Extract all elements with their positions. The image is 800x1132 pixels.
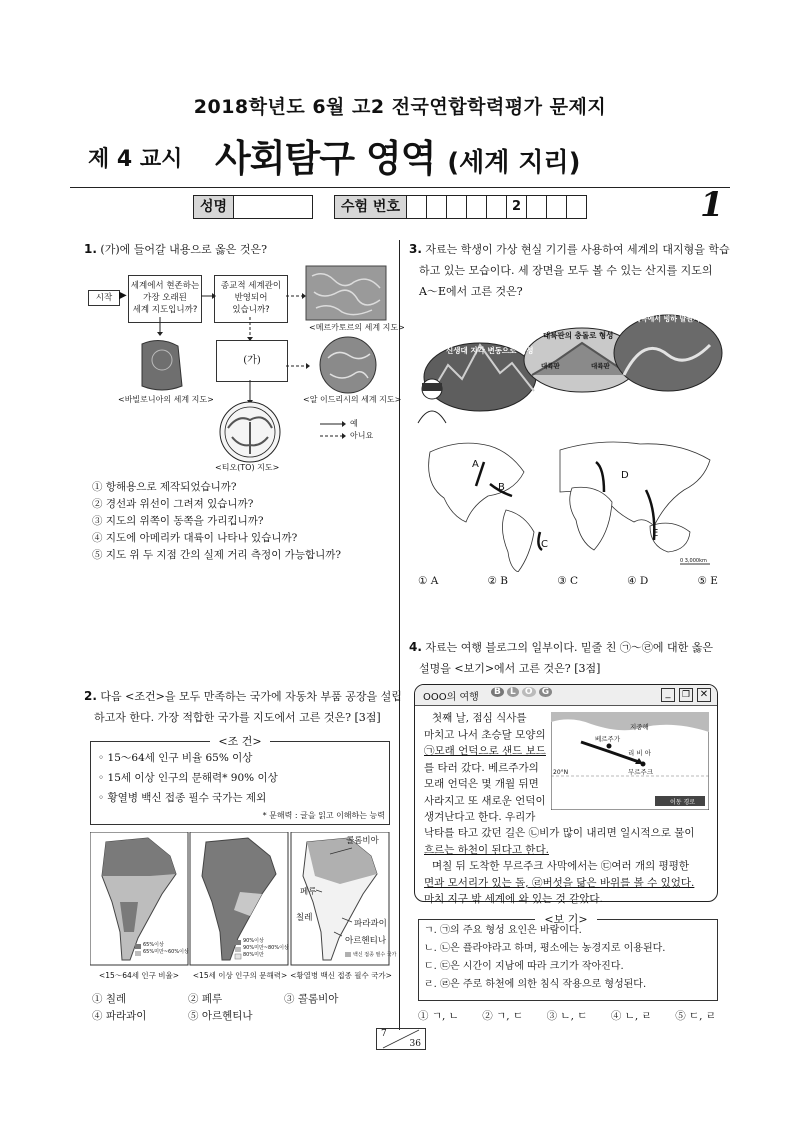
blog-title: OOO의 여행 [423, 692, 479, 703]
blog-badge-letter: O [522, 687, 536, 697]
q3-text: A～E에서 고른 것은? [419, 285, 523, 298]
exam-number-cell[interactable] [447, 196, 467, 218]
blog-line: 흐르는 하천이 된다고 한다. [424, 843, 549, 856]
blog-body-left [424, 710, 546, 826]
bogi-title: <보 기> [535, 911, 597, 927]
map-label-mediterranean: 지중해 [630, 723, 649, 731]
blog-body-full [424, 825, 695, 908]
q3-text: 자료는 학생이 가상 현실 기기를 사용하여 세계의 대지형을 학습 [425, 243, 730, 256]
box-line: 세계에서 현존하는 [130, 281, 200, 291]
arrow-head [342, 433, 346, 439]
map-latitude-label: 20°N [553, 769, 569, 776]
answer-option[interactable]: ④ 지도에 아메리카 대륙이 나타나 있습니까? [92, 532, 298, 544]
subject-subtitle: (세계 지리) [447, 148, 581, 178]
exam-title: 2018학년도 6월 고2 전국연합학력평가 문제지 [193, 96, 607, 118]
page-counter [376, 1028, 426, 1050]
student-body [418, 411, 446, 423]
answer-option[interactable]: ① ㄱ, ㄴ [418, 1010, 459, 1022]
page-number: 1 [700, 185, 724, 225]
answer-option[interactable]: ② 페루 [188, 993, 223, 1005]
q1-options [92, 479, 341, 564]
exam-number-cell[interactable] [487, 196, 507, 218]
map-letter-d: D [621, 470, 629, 481]
box-line: 종교적 세계관이 [220, 281, 282, 291]
name-box [193, 195, 313, 219]
blog-title-bar [415, 685, 717, 706]
legend-1 [143, 942, 189, 956]
blog-line: 며칠 뒤 도착한 무르주크 사막에서는 ㉢여러 개의 평평한 [432, 860, 690, 872]
q2-text: 다음 <조건>을 모두 만족하는 국가에 자동차 부품 공장을 설립 [100, 690, 402, 703]
exam-number-cell[interactable] [467, 196, 487, 218]
blog-line: 첫째 날, 점심 식사를 [432, 712, 527, 724]
arrow-head [306, 363, 310, 369]
answer-option[interactable]: ③ 콜롬비아 [284, 993, 339, 1005]
restore-icon[interactable]: ❐ [679, 688, 693, 702]
condition-item: ◦ 15세 이상 인구의 문해력* 90% 이상 [98, 772, 278, 784]
legend-swatch [135, 951, 141, 956]
map-caption: <15～64세 인구 비율> [98, 971, 180, 980]
caption-babylon: <바빌로니아의 세계 지도> [118, 395, 214, 404]
box-line: 가장 오래된 [143, 293, 187, 303]
q1-start-box: 시작 [88, 290, 120, 306]
q3-world-map [410, 432, 725, 572]
answer-option[interactable]: ⑤ ㄷ, ㄹ [675, 1010, 716, 1022]
exam-number-cell[interactable]: 2 [507, 196, 527, 218]
name-field[interactable] [234, 196, 312, 218]
box-line: 있습니까? [232, 305, 270, 315]
legend-2 [243, 938, 289, 959]
exam-number-cell[interactable] [427, 196, 447, 218]
legend-text: 90%미만~80%이상 [243, 945, 289, 951]
exam-number-cell[interactable] [567, 196, 586, 218]
legend-no-label: 아니요 [350, 431, 374, 440]
berzuga-point [607, 744, 612, 749]
name-label: 성명 [194, 196, 234, 218]
map-label-peru: 페루 [300, 887, 317, 897]
blog-badge-letter: G [539, 687, 552, 697]
q2-footnote: * 문해력 : 글을 읽고 이해하는 능력 [262, 811, 385, 820]
answer-option[interactable]: ③ C [557, 575, 578, 587]
blog-line: ㉠모래 언덕으로 샌드 보드 [424, 745, 546, 757]
q2-number: 2. [84, 689, 97, 703]
arrow-head [157, 332, 163, 336]
legend-swatch [235, 947, 241, 952]
answer-option[interactable]: ② ㄱ, ㄷ [482, 1010, 524, 1022]
map-label-libya: 리 비 아 [628, 749, 651, 757]
q4-prompt [409, 637, 713, 679]
answer-option[interactable]: ④ 파라과이 [92, 1010, 147, 1022]
legend-text: 80%미만 [243, 952, 264, 958]
blog-line: 낙타를 타고 갔던 길은 ㉡비가 많이 내리면 일시적으로 물이 [424, 827, 695, 839]
arrow-head [302, 293, 306, 299]
q4-text: 설명을 <보기>에서 고른 것은? [3점] [419, 662, 601, 675]
q1-number: 1. [84, 242, 97, 256]
header-rule [70, 187, 730, 188]
answer-option[interactable]: ① 칠레 [92, 993, 127, 1005]
blog-badge [491, 687, 552, 697]
q4-options [418, 1008, 716, 1025]
answer-option[interactable]: ② B [487, 575, 508, 587]
murzuq-point [641, 762, 646, 767]
legend-swatch [235, 954, 241, 959]
blog-line: 마치 지구 밖 세계에 와 있는 것 같았다. [424, 893, 603, 905]
map-label-berzuga: 베르주가 [595, 735, 621, 743]
q1-box-ga: (가) [216, 340, 288, 382]
plate-label: 대륙판 [541, 362, 560, 370]
legend-swatch [135, 944, 141, 949]
q4-text: 자료는 여행 블로그의 일부이다. 밑줄 친 ㉠～㉣에 대한 옳은 [425, 641, 714, 654]
answer-option[interactable]: ⑤ E [697, 575, 718, 587]
q2-text: 하고자 한다. 가장 적합한 국가를 지도에서 고른 것은? [3점] [94, 711, 381, 724]
exam-number-cell[interactable] [407, 196, 427, 218]
exam-number-box [334, 195, 587, 219]
blog-badge-letter: B [491, 687, 504, 697]
blog-line: 면과 모서리가 있는 돌, ㉣버섯을 닮은 바위를 볼 수 있었다. [424, 876, 695, 889]
map-scale-label: 0 3,000km [680, 558, 707, 564]
exam-number-cell[interactable] [547, 196, 567, 218]
legend-text: 65%미만~60%이상 [143, 949, 189, 955]
answer-option[interactable]: ② 경선과 위선이 그려져 있습니까? [92, 498, 254, 510]
answer-option[interactable]: ① 항해용으로 제작되었습니까? [92, 481, 237, 493]
legend-3: 백신 접종 필수 국가 [353, 952, 397, 958]
scene3-label: 계곡에서 빙하 발원지 [634, 315, 700, 323]
answer-option[interactable]: ⑤ 아르헨티나 [188, 1010, 253, 1022]
q1-text: (가)에 들어갈 내용으로 옳은 것은? [100, 243, 268, 256]
blog-badge-letter: L [507, 687, 519, 697]
map-caption: <황열병 백신 접종 필수 국가> [290, 971, 392, 980]
blog-line: 모래 언덕은 몇 개월 뒤면 [424, 778, 539, 790]
map-label-argentina: 아르헨티나 [345, 936, 387, 946]
arrow-head [342, 421, 346, 427]
caption-to-map: <티오(TO) 지도> [215, 463, 280, 472]
legend-swatch [345, 952, 351, 957]
map-label-paraguay: 파라과이 [354, 919, 387, 929]
q3-prompt [409, 239, 730, 302]
box-line: 세계 지도입니까? [132, 305, 198, 315]
map-label-colombia: 콜롬비아 [346, 836, 379, 846]
blog-line: 사라지고 또 새로운 언덕이 [424, 794, 546, 807]
q3-text: 하고 있는 모습이다. 세 장면을 모두 볼 수 있는 산지를 지도의 [419, 264, 713, 277]
box-line: 반영되어 [234, 293, 268, 303]
map-label-murzuq: 무르주크 [628, 768, 654, 776]
q3-options [418, 573, 718, 590]
q3-number: 3. [409, 242, 422, 256]
map-label-chile: 칠레 [296, 913, 313, 923]
minimize-icon[interactable]: _ [661, 688, 675, 702]
condition-item: ◦ 황열병 백신 접종 필수 국가는 제외 [98, 792, 267, 804]
blog-line: 를 타러 갔다. 베르주가의 [424, 761, 539, 774]
plate-label: 대륙판 [591, 362, 610, 370]
bogi-item: ㄴ. ㉡은 플라야라고 하며, 평소에는 농경지로 이용된다. [424, 943, 666, 954]
babylonian-tablet-image [142, 340, 182, 390]
scene2-label: 대륙판의 충돌로 형성 [543, 331, 614, 340]
page-current: 7 [381, 1029, 387, 1039]
legend-swatch [235, 940, 241, 945]
caption-mercator: <메르카토르의 세계 지도> [309, 323, 405, 332]
legend-text: 65%이상 [143, 942, 164, 948]
close-icon[interactable]: ✕ [697, 688, 711, 702]
condition-item: ◦ 15～64세 인구 비율 65% 이상 [98, 752, 253, 764]
bogi-list [424, 922, 665, 994]
q2-prompt [84, 686, 402, 728]
answer-option[interactable]: ③ 지도의 위쪽이 동쪽을 가리킵니까? [92, 515, 264, 527]
exam-number-label: 수험 번호 [335, 196, 407, 218]
africa [570, 487, 612, 550]
arrow-head [212, 293, 216, 299]
map-letter-a: A [472, 459, 479, 470]
arrow-right-icon: ▶ [119, 290, 127, 301]
arrow-head [247, 337, 253, 341]
q2-options [92, 991, 392, 1025]
map-letter-b: B [498, 482, 505, 493]
exam-number-cell[interactable] [527, 196, 547, 218]
q2-condition-title: <조 건> [210, 733, 270, 749]
page-total: 36 [409, 1039, 421, 1049]
bogi-item: ㄷ. ㉢은 시간이 지남에 따라 크기가 작아진다. [424, 961, 624, 972]
answer-option[interactable]: ④ D [627, 575, 649, 587]
blog-line: 생겨난다고 한다. 우리가 [424, 811, 536, 823]
subject-title [215, 128, 581, 182]
exam-period: 제 4 교시 [88, 147, 183, 172]
bogi-item: ㄱ. ㉠의 주요 형성 요인은 바람이다. [424, 925, 582, 936]
map-route-legend: 이동 경로 [670, 799, 696, 806]
scene1-label: 신생대 지각 변동으로 형성 [446, 346, 534, 355]
south-america [502, 510, 534, 572]
idrisi-map-image [320, 337, 376, 393]
blog-line: 마치고 나서 초승달 모양의 [424, 728, 546, 741]
q1-prompt [84, 239, 267, 260]
answer-option[interactable]: ④ ㄴ, ㄹ [610, 1010, 652, 1022]
subject-name: 사회탐구 영역 [215, 137, 436, 180]
answer-option[interactable]: ① A [418, 575, 439, 587]
q4-number: 4. [409, 640, 422, 654]
q2-condition-list [98, 748, 278, 808]
map-letter-c: C [541, 539, 548, 550]
answer-option[interactable]: ③ ㄴ, ㄷ [546, 1010, 588, 1022]
map-letter-e: E [652, 528, 659, 539]
legend-yes-label: 예 [350, 419, 358, 428]
caption-idrisi: <알 이드리시의 세계 지도> [303, 395, 402, 404]
map-caption: <15세 이상 인구의 문해력> [192, 971, 288, 980]
vr-headset-icon [422, 383, 442, 391]
answer-option[interactable]: ⑤ 지도 위 두 지점 간의 실제 거리 측정이 가능합니까? [92, 549, 342, 561]
scene-glacier-valley [614, 315, 722, 391]
q2-south-america-maps [90, 832, 390, 967]
legend-text: 90%이상 [243, 938, 264, 944]
bogi-item: ㄹ. ㉣은 주로 하천에 의한 침식 작용으로 형성된다. [424, 979, 647, 990]
